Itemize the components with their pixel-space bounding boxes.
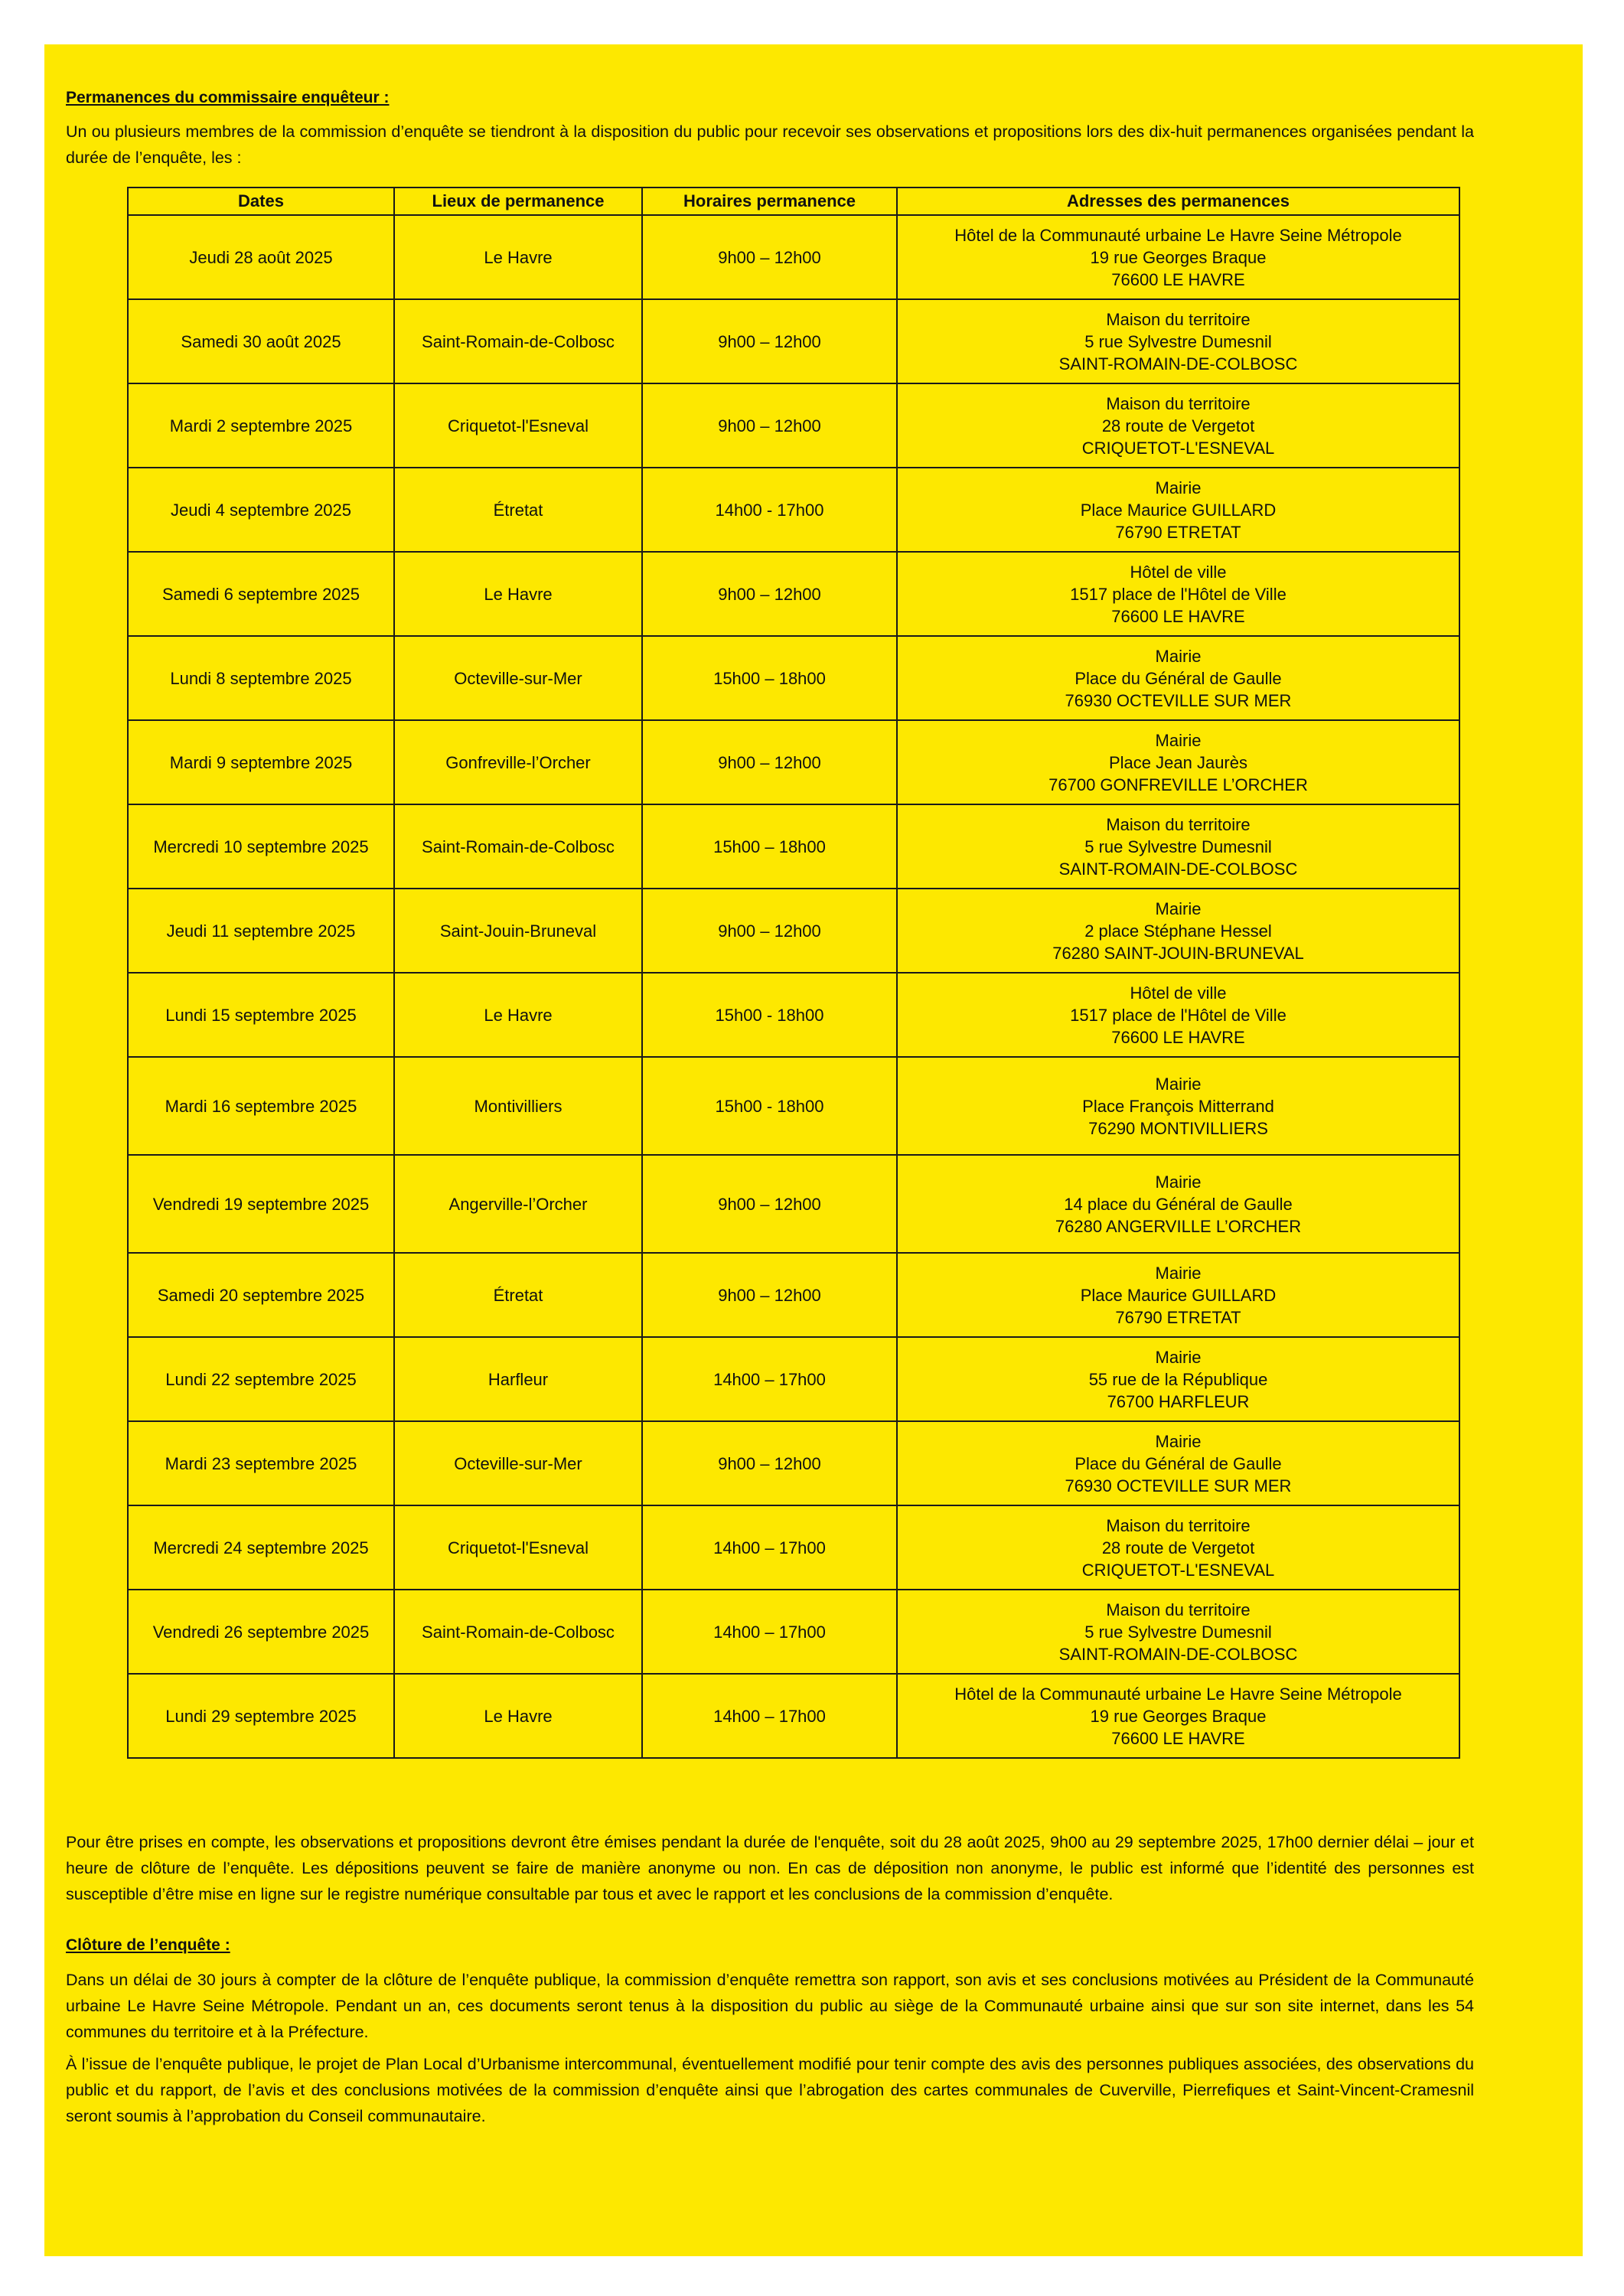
date-cell: Mardi 9 septembre 2025 [128, 720, 394, 804]
adresse-line: Hôtel de ville [1130, 562, 1227, 582]
adresse-cell [897, 1155, 1459, 1253]
lieu-cell: Le Havre [394, 215, 642, 299]
adresse-line: Place Jean Jaurès [1109, 752, 1247, 772]
adresse-line: Mairie [1155, 1431, 1202, 1451]
table-row [128, 1590, 1459, 1674]
cloture-paragraph-2: À l’issue de l’enquête publique, le projet de Plan Local d’Urbanisme intercommunal, éventuellement modifié pour tenir compte des avis des personnes publiques associées, des observations du public et du rapport, de l’avis et des conclusions motivées de la commission d’enquête ainsi que l’abrogation des cartes communales de Cuverville, Pierrefiques et Saint-Vincent-Cramesnil seront soumis à l’approbation du Conseil communautaire. [66, 2055, 1474, 2125]
adresse-cell [897, 1337, 1459, 1421]
adresse-cell [897, 1421, 1459, 1505]
adresse-line: 76700 GONFREVILLE L’ORCHER [1048, 775, 1308, 794]
horaire-cell: 14h00 – 17h00 [642, 1590, 897, 1674]
header-horaires: Horaires permanence [642, 188, 897, 215]
adresse-line: Maison du territoire [1106, 309, 1251, 329]
lieu-cell: Saint-Romain-de-Colbosc [394, 804, 642, 889]
adresse-line: Mairie [1155, 1074, 1202, 1094]
date-cell: Samedi 20 septembre 2025 [128, 1253, 394, 1337]
adresse-line: 76930 OCTEVILLE SUR MER [1065, 1476, 1292, 1495]
adresse-cell [897, 552, 1459, 636]
lieu-cell: Saint-Romain-de-Colbosc [394, 299, 642, 383]
date-cell: Jeudi 28 août 2025 [128, 215, 394, 299]
lieu-cell: Le Havre [394, 973, 642, 1057]
adresse-line: 76600 LE HAVRE [1111, 269, 1245, 289]
header-lieux: Lieux de permanence [394, 188, 642, 215]
table-row [128, 1505, 1459, 1590]
adresse-line: 76790 ETRETAT [1115, 1307, 1241, 1327]
lieu-cell: Gonfreville-l’Orcher [394, 720, 642, 804]
horaire-cell: 9h00 – 12h00 [642, 299, 897, 383]
cloture-heading: Clôture de l’enquête : [66, 1936, 230, 1954]
adresse-cell [897, 804, 1459, 889]
adresse-cell [897, 636, 1459, 720]
horaire-cell: 9h00 – 12h00 [642, 889, 897, 973]
header-dates: Dates [128, 188, 394, 215]
adresse-line: Hôtel de ville [1130, 983, 1227, 1003]
header-adresses: Adresses des permanences [897, 188, 1459, 215]
adresse-line: Mairie [1155, 1172, 1202, 1192]
date-cell: Mardi 2 septembre 2025 [128, 383, 394, 468]
adresse-line: Maison du territoire [1106, 814, 1251, 834]
adresse-line: 76700 HARFLEUR [1107, 1391, 1250, 1411]
adresse-cell [897, 299, 1459, 383]
table-row [128, 973, 1459, 1057]
adresse-line: 5 rue Sylvestre Dumesnil [1084, 837, 1272, 856]
table-row [128, 1674, 1459, 1758]
adresse-line: Place du Général de Gaulle [1075, 1453, 1282, 1473]
horaire-cell: 9h00 – 12h00 [642, 552, 897, 636]
adresse-line: Maison du territoire [1106, 1600, 1251, 1619]
table-row [128, 215, 1459, 299]
adresse-line: 1517 place de l'Hôtel de Ville [1070, 584, 1286, 604]
horaire-cell: 14h00 – 17h00 [642, 1674, 897, 1758]
table-row [128, 1057, 1459, 1155]
lieu-cell: Angerville-l’Orcher [394, 1155, 642, 1253]
date-cell: Samedi 6 septembre 2025 [128, 552, 394, 636]
lieu-cell: Montivilliers [394, 1057, 642, 1155]
adresse-line: 76600 LE HAVRE [1111, 1728, 1245, 1748]
table-row [128, 383, 1459, 468]
adresse-cell [897, 973, 1459, 1057]
date-cell: Lundi 29 septembre 2025 [128, 1674, 394, 1758]
adresse-cell [897, 889, 1459, 973]
adresse-cell [897, 383, 1459, 468]
adresse-line: Place François Mitterrand [1082, 1096, 1274, 1116]
adresse-line: 76280 SAINT-JOUIN-BRUNEVAL [1052, 943, 1304, 963]
adresse-line: 1517 place de l'Hôtel de Ville [1070, 1005, 1286, 1025]
horaire-cell: 14h00 – 17h00 [642, 1505, 897, 1590]
date-cell: Mercredi 24 septembre 2025 [128, 1505, 394, 1590]
adresse-line: 55 rue de la République [1088, 1369, 1268, 1389]
table-row [128, 636, 1459, 720]
lieu-cell: Étretat [394, 468, 642, 552]
date-cell: Jeudi 11 septembre 2025 [128, 889, 394, 973]
adresse-line: Mairie [1155, 730, 1202, 750]
adresse-line: 19 rue Georges Braque [1090, 247, 1267, 267]
adresse-cell [897, 1057, 1459, 1155]
table-row [128, 1155, 1459, 1253]
adresse-cell [897, 1590, 1459, 1674]
adresse-line: 2 place Stéphane Hessel [1084, 921, 1272, 941]
lieu-cell: Octeville-sur-Mer [394, 636, 642, 720]
date-cell: Lundi 22 septembre 2025 [128, 1337, 394, 1421]
table-row [128, 1421, 1459, 1505]
permanences-table [127, 187, 1460, 1759]
adresse-line: 19 rue Georges Braque [1090, 1706, 1267, 1726]
adresse-line: 5 rue Sylvestre Dumesnil [1084, 1622, 1272, 1642]
lieu-cell: Harfleur [394, 1337, 642, 1421]
adresse-line: 14 place du Général de Gaulle [1064, 1194, 1293, 1214]
adresse-line: 76930 OCTEVILLE SUR MER [1065, 690, 1292, 710]
adresse-cell [897, 720, 1459, 804]
adresse-cell [897, 1253, 1459, 1337]
adresse-line: Place Maurice GUILLARD [1080, 1285, 1277, 1305]
adresse-line: 28 route de Vergetot [1101, 1538, 1255, 1557]
horaire-cell: 14h00 – 17h00 [642, 1337, 897, 1421]
adresse-line: Mairie [1155, 899, 1202, 918]
horaire-cell: 14h00 - 17h00 [642, 468, 897, 552]
adresse-line: SAINT-ROMAIN-DE-COLBOSC [1058, 354, 1298, 373]
adresse-cell [897, 215, 1459, 299]
date-cell: Mercredi 10 septembre 2025 [128, 804, 394, 889]
horaire-cell: 9h00 – 12h00 [642, 215, 897, 299]
lieu-cell: Saint-Jouin-Bruneval [394, 889, 642, 973]
table-row [128, 1337, 1459, 1421]
adresse-cell [897, 1674, 1459, 1758]
table-row [128, 552, 1459, 636]
date-cell: Vendredi 26 septembre 2025 [128, 1590, 394, 1674]
horaire-cell: 9h00 – 12h00 [642, 1253, 897, 1337]
adresse-line: Mairie [1155, 1347, 1202, 1367]
lieu-cell: Criquetot-l'Esneval [394, 383, 642, 468]
lieu-cell: Octeville-sur-Mer [394, 1421, 642, 1505]
adresse-line: Mairie [1155, 1263, 1202, 1283]
adresse-line: CRIQUETOT-L'ESNEVAL [1081, 1560, 1275, 1580]
horaire-cell: 9h00 – 12h00 [642, 1155, 897, 1253]
adresse-line: 76600 LE HAVRE [1111, 606, 1245, 626]
permanences-heading: Permanences du commissaire enquêteur : [66, 89, 390, 106]
lieu-cell: Saint-Romain-de-Colbosc [394, 1590, 642, 1674]
permanences-table-body [128, 215, 1459, 1758]
date-cell: Lundi 15 septembre 2025 [128, 973, 394, 1057]
horaire-cell: 9h00 – 12h00 [642, 1421, 897, 1505]
horaire-cell: 15h00 - 18h00 [642, 1057, 897, 1155]
permanences-intro: Un ou plusieurs membres de la commission d’enquête se tiendront à la disposition du public pour recevoir ses observations et propositions lors des dix-huit permanences organisées pendant la durée de l’enquête, les : [66, 122, 1474, 167]
table-header-row [128, 188, 1459, 215]
table-row [128, 720, 1459, 804]
date-cell: Jeudi 4 septembre 2025 [128, 468, 394, 552]
adresse-line: Maison du territoire [1106, 393, 1251, 413]
adresse-cell [897, 468, 1459, 552]
lieu-cell: Le Havre [394, 552, 642, 636]
table-row [128, 804, 1459, 889]
table-row [128, 1253, 1459, 1337]
adresse-line: CRIQUETOT-L'ESNEVAL [1081, 438, 1275, 458]
adresse-line: Maison du territoire [1106, 1515, 1251, 1535]
horaire-cell: 15h00 - 18h00 [642, 973, 897, 1057]
adresse-line: SAINT-ROMAIN-DE-COLBOSC [1058, 859, 1298, 879]
horaire-cell: 15h00 – 18h00 [642, 636, 897, 720]
table-row [128, 468, 1459, 552]
lieu-cell: Étretat [394, 1253, 642, 1337]
table-row [128, 889, 1459, 973]
cloture-paragraph-1: Dans un délai de 30 jours à compter de la clôture de l’enquête publique, la commission d’enquête remettra son rapport, son avis et ses conclusions motivées au Président de la Communauté urbaine Le Havre Seine Métropole. Pendant un an, ces documents seront tenus à la disposition du public au siège de la Communauté urbaine ainsi que sur son site internet, dans les 54 communes du territoire et à la Préfecture. [66, 1971, 1474, 2041]
lieu-cell: Criquetot-l'Esneval [394, 1505, 642, 1590]
date-cell: Lundi 8 septembre 2025 [128, 636, 394, 720]
lieu-cell: Le Havre [394, 1674, 642, 1758]
horaire-cell: 15h00 – 18h00 [642, 804, 897, 889]
date-cell: Samedi 30 août 2025 [128, 299, 394, 383]
adresse-line: 76290 MONTIVILLIERS [1088, 1118, 1268, 1138]
date-cell: Mardi 16 septembre 2025 [128, 1057, 394, 1155]
adresse-line: Mairie [1155, 478, 1202, 497]
adresse-line: Place du Général de Gaulle [1075, 668, 1282, 688]
adresse-line: Place Maurice GUILLARD [1080, 500, 1277, 520]
adresse-line: 76280 ANGERVILLE L’ORCHER [1055, 1216, 1302, 1236]
adresse-cell [897, 1505, 1459, 1590]
horaire-cell: 9h00 – 12h00 [642, 720, 897, 804]
adresse-line: Hôtel de la Communauté urbaine Le Havre Seine Métropole [954, 1684, 1402, 1704]
adresse-line: 28 route de Vergetot [1101, 416, 1255, 435]
adresse-line: 76790 ETRETAT [1115, 522, 1241, 542]
adresse-line: 5 rue Sylvestre Dumesnil [1084, 331, 1272, 351]
date-cell: Vendredi 19 septembre 2025 [128, 1155, 394, 1253]
horaire-cell: 9h00 – 12h00 [642, 383, 897, 468]
observations-paragraph: Pour être prises en compte, les observations et propositions devront être émises pendant la durée de l'enquête, soit du 28 août 2025, 9h00 au 29 septembre 2025, 17h00 dernier délai – jour et heure de clôture de l’enquête. Les dépositions peuvent se faire de manière anonyme ou non. En cas de déposition non anonyme, le public est informé que l’identité des personnes est susceptible d’être mise en ligne sur le registre numérique consultable par tous et avec le rapport et les conclusions de la commission d’enquête. [66, 1833, 1474, 1903]
adresse-line: SAINT-ROMAIN-DE-COLBOSC [1058, 1644, 1298, 1664]
adresse-line: Mairie [1155, 646, 1202, 666]
date-cell: Mardi 23 septembre 2025 [128, 1421, 394, 1505]
table-row [128, 299, 1459, 383]
adresse-line: 76600 LE HAVRE [1111, 1027, 1245, 1047]
adresse-line: Hôtel de la Communauté urbaine Le Havre Seine Métropole [954, 225, 1402, 245]
